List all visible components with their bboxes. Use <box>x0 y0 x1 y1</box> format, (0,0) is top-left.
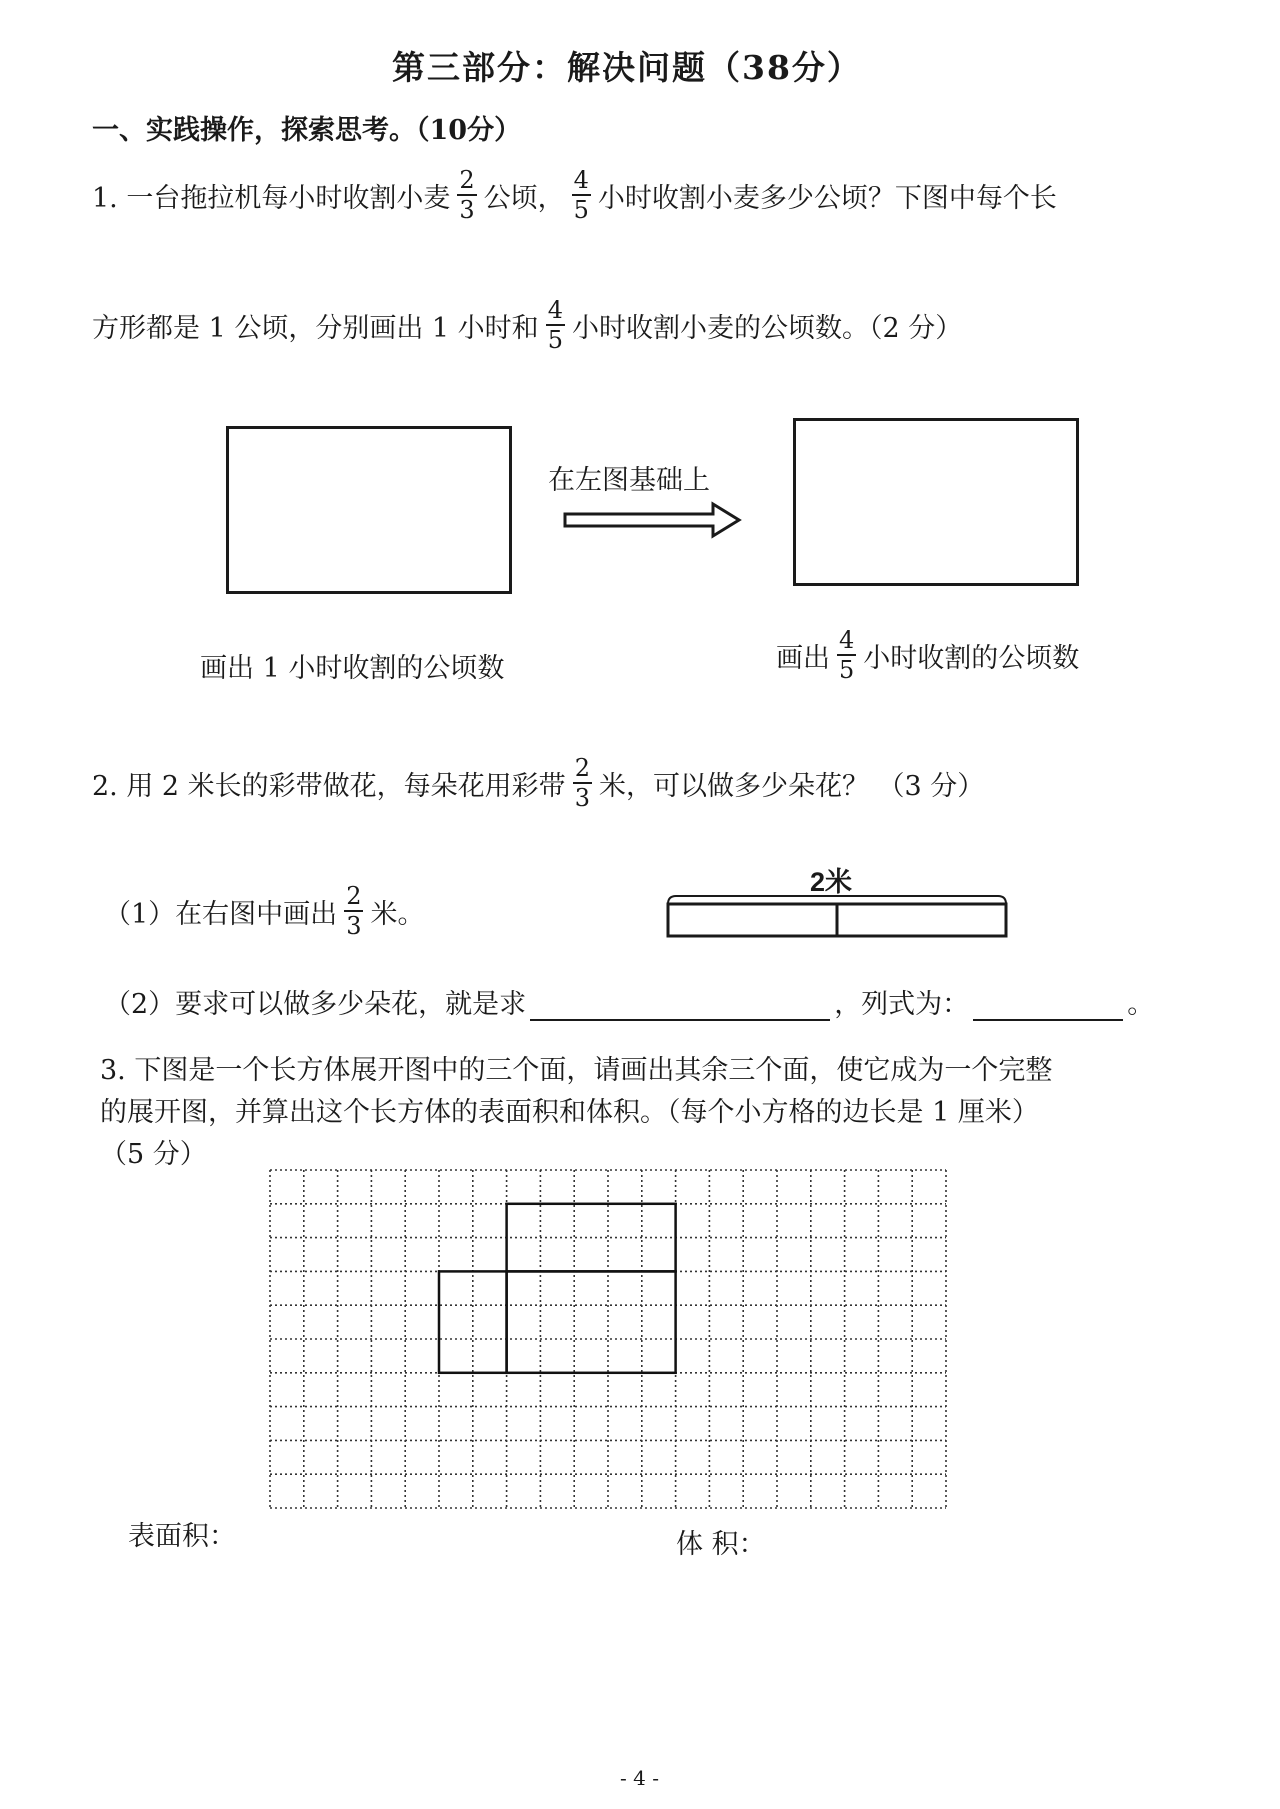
frac-den: 3 <box>346 912 362 940</box>
q1-left-rectangle[interactable] <box>226 426 512 594</box>
frac-num: 4 <box>839 626 855 654</box>
q2-fraction <box>573 756 592 810</box>
bar-length-label: 2米 <box>810 867 853 897</box>
volume-label: 体 积： <box>676 1529 766 1560</box>
surface-area-label: 表面积： <box>128 1521 236 1552</box>
q2-sub1-fraction <box>344 884 363 938</box>
q2-sub2-a: （2）要求可以做多少朵花，就是求 <box>104 989 527 1020</box>
q1-text-c: 小时收割小麦多少公顷？下图中每个长 <box>597 182 1057 214</box>
caption-left: 画出 1 小时收割的公顷数 <box>200 653 505 684</box>
page-number: - 4 - <box>620 1766 659 1790</box>
ribbon-bar[interactable] <box>664 892 1010 942</box>
frac-num: 4 <box>573 166 589 194</box>
q1-line1 <box>92 168 1057 222</box>
answer-blank-1[interactable] <box>530 993 830 1021</box>
right-arrow-icon <box>563 500 743 540</box>
q1-text-a: 1. 一台拖拉机每小时收割小麦 <box>92 182 451 214</box>
frac-den: 5 <box>839 656 855 684</box>
q1-fraction-a <box>457 168 476 222</box>
q1-text-b: 公顷， <box>483 182 565 214</box>
net-face <box>507 1271 676 1372</box>
frac-den: 3 <box>574 784 590 812</box>
frac-den: 5 <box>547 326 563 354</box>
q1-text-e: 小时收割小麦的公顷数。（2 分） <box>571 312 963 344</box>
q3-line3: （5 分） <box>100 1139 207 1170</box>
dotted-grid[interactable] <box>268 1168 948 1510</box>
q2-sub1-a: （1）在右图中画出 <box>104 898 338 930</box>
frac-den: 3 <box>459 196 475 224</box>
caption-right-a: 画出 <box>776 642 830 674</box>
q1-line2 <box>92 298 962 352</box>
frac-den: 5 <box>573 196 589 224</box>
section-heading: 一、实践操作，探索思考。（10分） <box>92 115 522 146</box>
arrow-label: 在左图基础上 <box>548 465 710 496</box>
caption-right-b: 小时收割的公顷数 <box>863 642 1080 674</box>
q2-sub1 <box>104 884 424 938</box>
q2-text-b: 米，可以做多少朵花？ （3 分） <box>598 770 985 802</box>
frac-num: 4 <box>547 296 563 324</box>
q1-fraction-c <box>546 298 565 352</box>
frac-num: 2 <box>346 882 362 910</box>
q3-line2: 的展开图，并算出这个长方体的表面积和体积。（每个小方格的边长是 1 厘米） <box>100 1097 1039 1128</box>
q2-sub2-b: ，列式为： <box>834 989 970 1020</box>
page-title: 第三部分：解决问题（38分） <box>392 48 862 87</box>
q3-line1: 3. 下图是一个长方体展开图中的三个面，请画出其余三个面，使它成为一个完整 <box>100 1055 1053 1086</box>
q1-fraction-b <box>572 168 591 222</box>
q2-sub2 <box>104 982 1154 1021</box>
q2-line <box>92 756 984 810</box>
q2-sub1-b: 米。 <box>370 898 425 930</box>
answer-blank-2[interactable] <box>973 993 1123 1021</box>
caption-fraction <box>837 628 856 682</box>
caption-right <box>776 628 1079 682</box>
q1-right-rectangle[interactable] <box>793 418 1079 586</box>
frac-num: 2 <box>574 754 590 782</box>
q2-sub2-c: 。 <box>1127 989 1155 1020</box>
q1-text-d: 方形都是 1 公顷，分别画出 1 小时和 <box>92 312 539 344</box>
frac-num: 2 <box>459 166 475 194</box>
q2-text-a: 2. 用 2 米长的彩带做花，每朵花用彩带 <box>92 770 566 802</box>
